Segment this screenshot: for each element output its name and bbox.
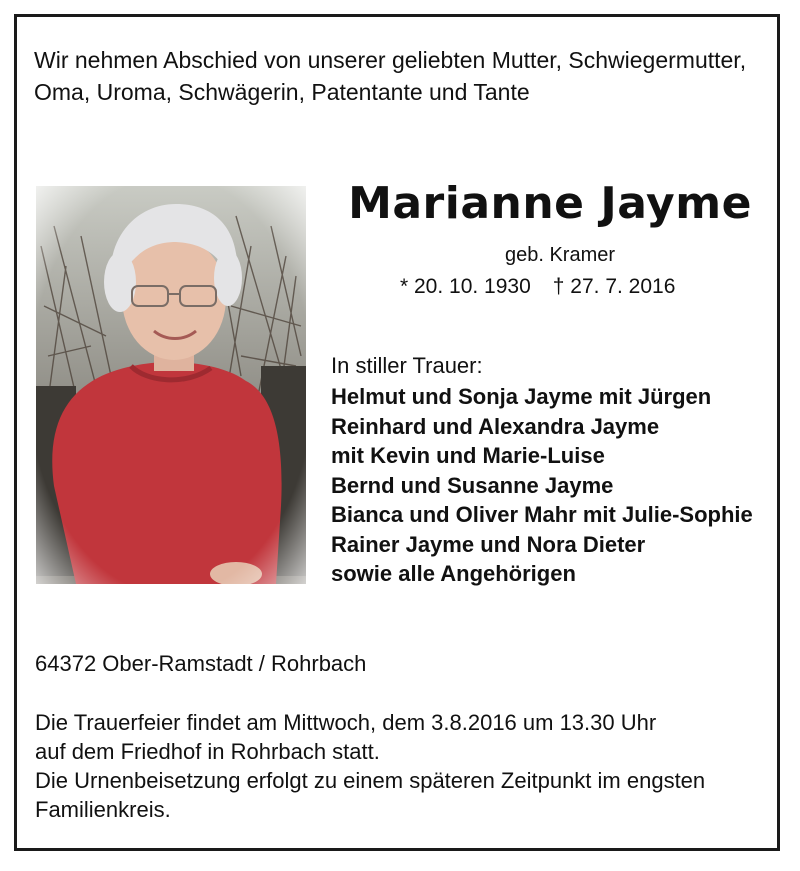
ceremony-info: [35, 708, 775, 824]
mourner-line: Helmut und Sonja Jayme mit Jürgen: [331, 384, 712, 409]
mourner-line: mit Kevin und Marie-Luise: [331, 443, 605, 468]
mourner-line: Rainer Jayme und Nora Dieter: [331, 531, 646, 557]
birth-name: geb. Kramer: [504, 244, 616, 266]
death-date: † 27. 7. 2016: [552, 275, 676, 298]
mourner-line: Bernd und Susanne Jayme: [331, 472, 614, 498]
location-text: 64372 Ober-Ramstadt / Rohrbach: [35, 651, 367, 676]
intro-text: Wir nehmen Abschied von unserer geliebten Mutter, Schwiegermutter, Oma, Uroma, Schwägerin, Patentante und Tante: [34, 47, 747, 105]
mourners-list: [331, 382, 753, 589]
portrait-photo: [36, 186, 306, 584]
birth-date: * 20. 10. 1930: [400, 275, 531, 298]
deceased-name: Marianne Jayme: [348, 178, 752, 229]
mourner-line: sowie alle Angehörigen: [331, 561, 576, 586]
life-dates: [400, 273, 700, 301]
mourning-label: In stiller Trauer:: [331, 353, 483, 378]
mourner-line: Reinhard und Alexandra Jayme: [331, 413, 660, 439]
mourner-line: Bianca und Oliver Mahr mit Julie-Sophie: [331, 502, 753, 527]
ceremony-line: Die Trauerfeier findet am Mittwoch, dem 3.8.2016 um 13.30 Uhr: [35, 710, 657, 735]
ceremony-line: auf dem Friedhof in Rohrbach statt.: [35, 739, 380, 764]
burial-line: Die Urnenbeisetzung erfolgt zu einem späteren Zeitpunkt im engsten: [35, 768, 706, 793]
burial-line: Familienkreis.: [35, 797, 171, 822]
